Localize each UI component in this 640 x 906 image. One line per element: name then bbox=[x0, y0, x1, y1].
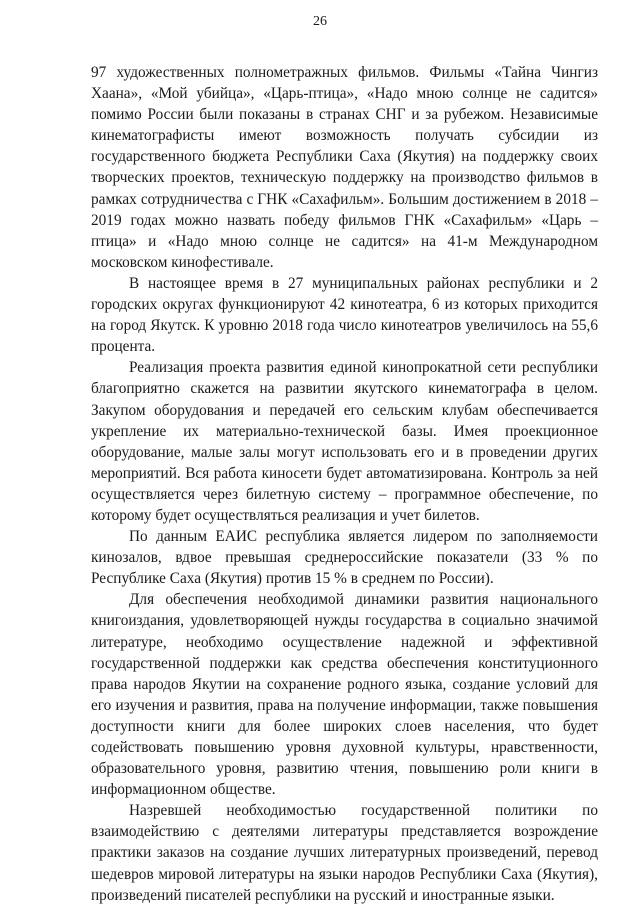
page-number: 26 bbox=[313, 14, 327, 29]
document-body bbox=[91, 62, 598, 906]
paragraph-literature-policy: Назревшей необходимостью государственной политики по взаимодействию с деятелями литературы представляется возрождение практики заказов на создание лучших литературных произведений, перевод шедевров мировой литературы на языки народов Республики Саха (Якутия), произведений писателей республики на русский и иностранные языки. bbox=[91, 802, 598, 904]
paragraph-eais-occupancy: По данным ЕАИС республика является лидером по заполняемости кинозалов, вдвое превышая среднероссийские показатели (33 % по Республике Саха (Якутия) против 15 % в среднем по России). bbox=[91, 528, 598, 588]
paragraph-book-publishing: Для обеспечения необходимой динамики развития национального книгоиздания, удовлетворяющей нужды государства в социально значимой литературе, необходимо осуществление надежной и эффективной государственной поддержки как средства обеспечения конституционного права народов Якутии на сохранение родного языка, создание условий для его изучения и развития, права на получение информации, также повышения доступности книги для более широких слоев населения, что будет содействовать повышению уровня духовной культуры, нравственности, образовательного уровня, развитию чтения, повышению роли книги в информационном обществе. bbox=[91, 591, 598, 799]
paragraph-distribution-network: Реализация проекта развития единой кинопрокатной сети республики благоприятно скажется на развитии якутского кинематографа в целом. Закупом оборудования и передачей его сельским клубам обеспечивается укрепление их материально-технической базы. Имея проекционное оборудование, малые залы могут использовать его и в проведении других мероприятий. Вся работа киносети будет автоматизирована. Контроль за ней осуществляется через билетную систему – программное обеспечение, по которому будет осуществляться реализация и учет билетов. bbox=[91, 359, 598, 524]
paragraph-films: 97 художественных полнометражных фильмов. Фильмы «Тайна Чингиз Хаана», «Мой убийца», «Царь-птица», «Надо мною солнце не садится» помимо России были показаны в странах СНГ и за рубежом. Независимые кинематографисты имеют возможность получать субсидии из государственного бюджета Республики Саха (Якутия) на поддержку своих творческих проектов, техническую поддержку на производство фильмов в рамках сотрудничества с ГНК «Сахафильм». Большим достижением в 2018 – 2019 годах можно назвать победу фильмов ГНК «Сахафильм» «Царь – птица» и «Надо мною солнце не садится» на 41-м Международном московском кинофестивале. bbox=[91, 64, 598, 271]
paragraph-cinemas: В настоящее время в 27 муниципальных районах республики и 2 городских округах функционируют 42 кинотеатра, 6 из которых приходится на город Якутск. К уровню 2018 года число кинотеатров увеличилось на 55,6 процента. bbox=[91, 274, 598, 356]
